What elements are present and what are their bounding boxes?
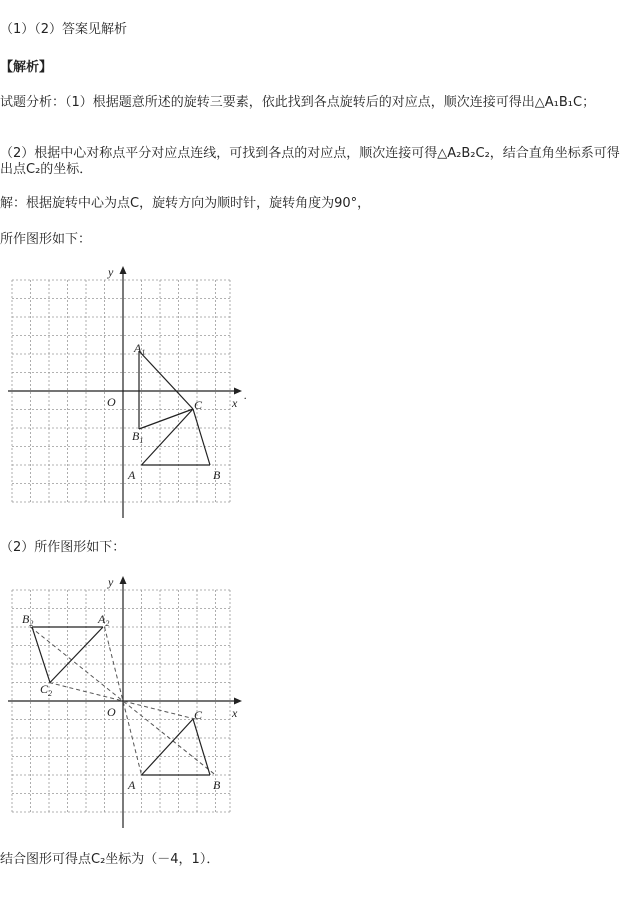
figure-1-caption: 所作图形如下： bbox=[0, 232, 92, 247]
origin-label-1: O bbox=[107, 395, 116, 409]
point-a2-label: $A_2$ bbox=[98, 612, 110, 628]
point-c-label-1: C bbox=[194, 398, 203, 412]
point-b-label-2: B bbox=[213, 778, 221, 792]
analysis-paragraph-2: （2）根据中心对称点平分对应点连线，可找到各点的对应点，顺次连接可得△A₂B₂C₂，结合直角坐标系可得出点C₂的坐标． bbox=[0, 146, 620, 177]
answer-line: （1）（2）答案见解析 bbox=[0, 22, 128, 37]
point-b1-label: $B_1$ bbox=[132, 429, 144, 445]
x-axis-label-1: x bbox=[232, 396, 238, 410]
analysis-header: 【解析】 bbox=[0, 60, 53, 75]
solution-line: 解：根据旋转中心为点C，旋转方向为顺时针，旋转角度为90°， bbox=[0, 196, 371, 211]
point-a-label-2: A bbox=[128, 778, 136, 792]
point-c2-label: $C_2$ bbox=[40, 682, 53, 698]
point-c-label-2: C bbox=[194, 708, 203, 722]
figure-1 bbox=[0, 262, 260, 524]
axes-1 bbox=[8, 266, 242, 518]
origin-label-2: O bbox=[107, 705, 116, 719]
y-axis-label-2: y bbox=[108, 575, 114, 589]
figure-2 bbox=[0, 572, 260, 834]
trailing-dot: . bbox=[244, 388, 247, 402]
triangle-abc-1 bbox=[142, 409, 211, 465]
point-a1-label: $A_1$ bbox=[134, 341, 146, 357]
point-b2-label: $B_2$ bbox=[22, 612, 34, 628]
figure-2-caption: （2）所作图形如下： bbox=[0, 540, 126, 555]
y-axis-label-1: y bbox=[108, 265, 114, 279]
point-a-label-1: A bbox=[128, 468, 136, 482]
triangle-abc-2 bbox=[142, 719, 211, 775]
x-axis-label-2: x bbox=[232, 706, 238, 720]
conclusion-line: 结合图形可得点C₂坐标为（－4，1）． bbox=[0, 852, 220, 867]
analysis-paragraph-1: 试题分析：（1）根据题意所述的旋转三要素，依此找到各点旋转后的对应点，顺次连接可得出△A₁B₁C； bbox=[0, 95, 596, 110]
point-b-label-1: B bbox=[213, 468, 221, 482]
